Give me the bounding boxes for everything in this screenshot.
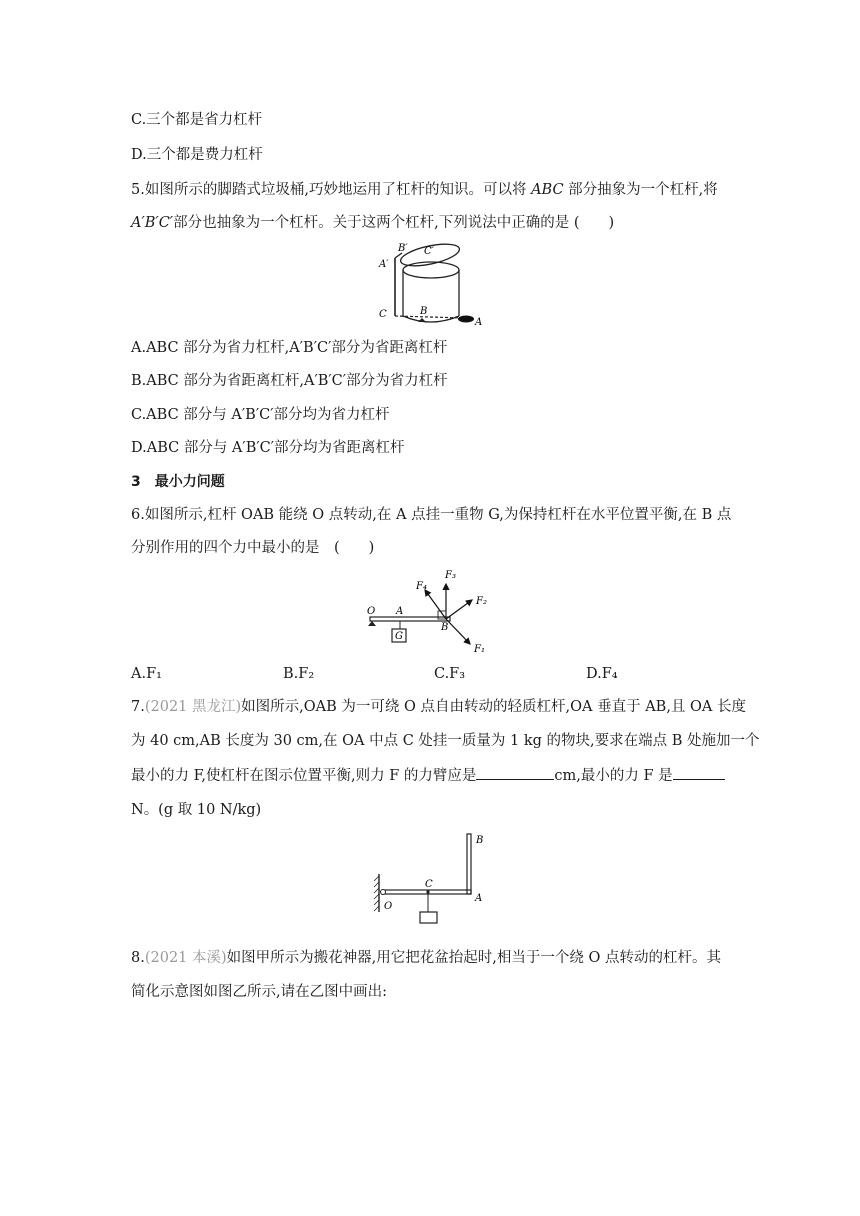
q5-option-c: C.ABC 部分与 A′B′C′部分均为省力杠杆 [131, 407, 390, 423]
svg-text:G: G [395, 631, 403, 642]
q6-option-c: C.F₃ [434, 666, 466, 682]
q6-option-a: A.F₁ [131, 666, 162, 682]
svg-text:A: A [396, 606, 404, 617]
q6-stem-line1: 6.如图所示,杠杆 OAB 能绕 O 点转动,在 A 点挂一重物 G,为保持杠杆在水平位置平衡,在 B 点 [131, 507, 732, 523]
q5-trash-can-figure [378, 240, 490, 332]
svg-text:C: C [425, 879, 433, 890]
q8-stem-line1: 8.(2021 本溪)如图甲所示为搬花神器,用它把花盆抬起时,相当于一个绕 O 点转动的杠杆。其 [131, 950, 721, 966]
svg-text:B′: B′ [398, 243, 408, 254]
svg-text:F₁: F₁ [474, 644, 485, 655]
q6-stem-line2: 分别作用的四个力中最小的是 ( ) [131, 540, 375, 556]
q7-stem-line2: 为 40 cm,AB 长度为 30 cm,在 OA 中点 C 处挂一质量为 1 kg 的物块,要求在端点 B 处施加一个 [131, 733, 760, 749]
answer-blank-force[interactable] [673, 765, 725, 780]
svg-text:C′: C′ [424, 246, 434, 257]
svg-text:A: A [475, 893, 483, 904]
svg-text:A′: A′ [379, 259, 389, 270]
q8-stem-line2: 简化示意图如图乙所示,请在乙图中画出: [131, 984, 387, 1000]
q6-option-d: D.F₄ [586, 666, 618, 682]
svg-text:B: B [420, 306, 428, 317]
q7-l-lever-figure [373, 832, 493, 932]
svg-text:F₄: F₄ [416, 581, 427, 592]
option-c-previous: C.三个都是省力杠杆 [131, 112, 263, 128]
q7-stem-line1: 7.(2021 黑龙江)如图所示,OAB 为一可绕 O 点自由转动的轻质杠杆,OA 垂直于 AB,且 OA 长度 [131, 699, 747, 715]
q5-stem-line2: A′B′C′部分也抽象为一个杠杆。关于这两个杠杆,下列说法中正确的是 ( ) [131, 215, 615, 231]
option-d-previous: D.三个都是费力杠杆 [131, 147, 263, 163]
svg-text:B: B [476, 835, 484, 846]
svg-text:B: B [441, 622, 449, 633]
svg-text:O: O [367, 606, 376, 617]
q5-stem-line1: 5.如图所示的脚踏式垃圾桶,巧妙地运用了杠杆的知识。可以将 ABC 部分抽象为一个杠杆,将 [131, 182, 718, 198]
q6-lever-forces-figure [366, 566, 502, 658]
answer-blank-arm[interactable] [476, 765, 554, 780]
q5-option-a: A.ABC 部分为省力杠杆,A′B′C′部分为省距离杠杆 [131, 340, 448, 356]
svg-text:F₃: F₃ [445, 570, 456, 581]
svg-text:F₂: F₂ [476, 596, 487, 607]
svg-text:A: A [475, 317, 483, 328]
section-heading-3: 3 最小力问题 [131, 474, 225, 490]
q8-source: (2021 本溪) [144, 950, 227, 966]
q6-option-b: B.F₂ [283, 666, 315, 682]
q7-stem-line3: 最小的力 F,使杠杆在图示位置平衡,则力 F 的力臂应是 cm,最小的力 F 是 [131, 765, 725, 786]
hanging-block [420, 912, 437, 923]
svg-text:C: C [379, 309, 387, 320]
q5-option-b: B.ABC 部分为省距离杠杆,A′B′C′部分为省力杠杆 [131, 373, 448, 389]
svg-text:O: O [384, 901, 393, 912]
q5-option-d: D.ABC 部分与 A′B′C′部分均为省距离杠杆 [131, 440, 405, 456]
pedal [458, 316, 474, 323]
q7-source: (2021 黑龙江) [144, 699, 242, 715]
q7-stem-line4: N。(g 取 10 N/kg) [131, 802, 262, 818]
